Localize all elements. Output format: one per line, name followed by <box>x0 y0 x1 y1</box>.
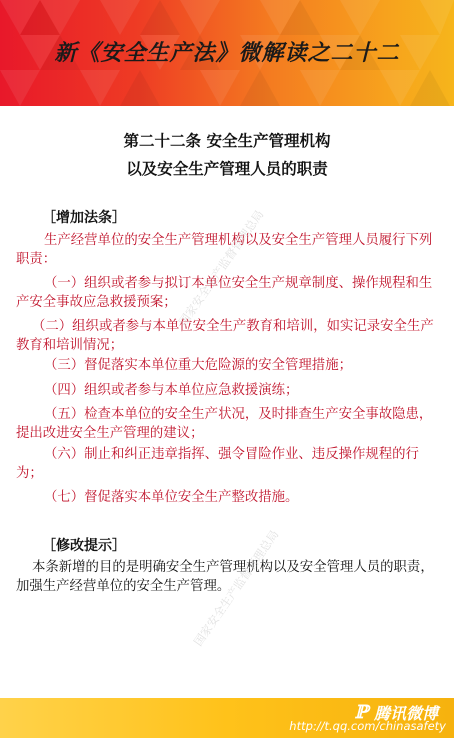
clause-intro: 生产经营单位的安全生产管理机构以及安全生产管理人员履行下列职责： <box>16 233 433 267</box>
footer-logo-text: 腾讯微博 <box>373 704 438 723</box>
footer-bar <box>0 698 454 738</box>
clause-item-7: （七）督促落实本单位安全生产整改措施。 <box>44 490 299 505</box>
banner-title: 新《安全生产法》微解读之二十二 <box>54 40 400 66</box>
header-banner <box>0 0 454 106</box>
revision-note-heading: ［修改提示］ <box>42 538 126 554</box>
revision-note-text: 本条新增的目的是明确安全生产管理机构以及安全管理人员的职责，加强生产经营单位的安全生产管理。 <box>16 560 434 594</box>
added-clause-heading: ［增加法条］ <box>42 210 126 226</box>
clause-item-6: （六）制止和纠正违章指挥、强令冒险作业、违反操作规程的行为； <box>16 447 419 481</box>
watermark-lower: 国家安全生产监督管理总局 <box>190 527 282 649</box>
tencent-weibo-icon: ℙ <box>354 702 368 723</box>
clause-item-4: （四）组织或者参与本单位应急救援演练； <box>44 383 299 398</box>
clause-item-3: （三）督促落实本单位重大危险源的安全管理措施； <box>44 358 352 373</box>
article-title-line1: 第二十二条 安全生产管理机构 <box>123 132 331 150</box>
footer-url-link[interactable]: http://t.qq.com/chinasafety <box>289 719 446 733</box>
article-title-line2: 以及安全生产管理人员的职责 <box>126 160 328 178</box>
clause-item-5: （五）检查本单位的安全生产状况，及时排查生产安全事故隐患，提出改进安全生产管理的建议； <box>16 407 433 441</box>
clause-item-1: （一）组织或者参与拟订本单位安全生产规章制度、操作规程和生产安全事故应急救援预案； <box>16 276 433 310</box>
watermark-upper: 国家安全生产监督管理总局 <box>175 207 267 329</box>
clause-item-2: （二）组织或者参与本单位安全生产教育和培训，如实记录安全生产教育和培训情况； <box>16 319 434 353</box>
